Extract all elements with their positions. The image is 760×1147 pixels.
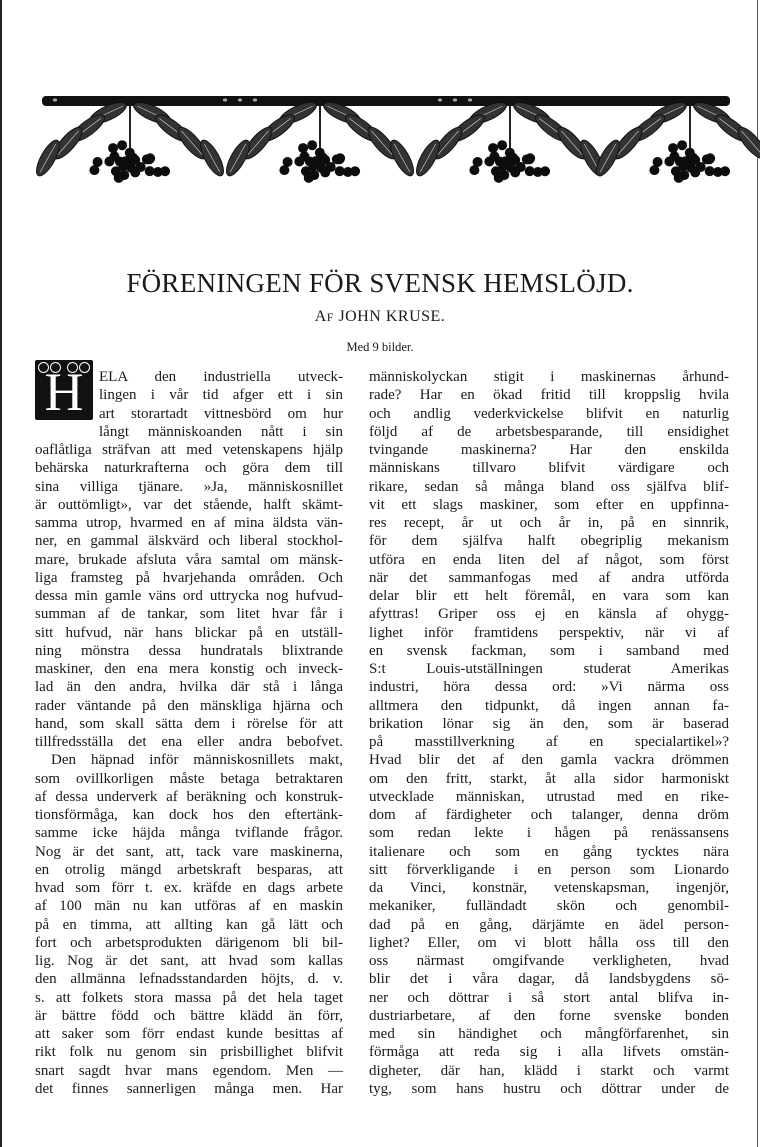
drop-cap-letter: H	[44, 362, 84, 422]
text-line: sitt hufvud, när hans blickar på en utställ-	[35, 624, 343, 641]
text-line: lighet inför framtidens perspektiv, när vi af	[369, 624, 729, 641]
article-title: FÖRENINGEN FÖR SVENSK HEMSLÖJD.	[126, 268, 634, 298]
text-line: art storartadt vittnesbörd om hur	[99, 405, 343, 422]
text-line: på en timma, att allting kan gå lätt och	[35, 916, 343, 933]
text-line: rade? Har en ökad fritid till kroppslig hvila	[369, 387, 729, 404]
text-line: lingen i vår tid afger ett i sin	[99, 387, 343, 404]
text-line: för dem själfva halft obegriplig mekanism	[369, 533, 729, 550]
berry	[671, 166, 681, 176]
berry	[316, 163, 326, 173]
star-icon: *	[437, 97, 443, 108]
text-line: S:t Louis-utställningen studerat Amerikas	[369, 661, 729, 677]
text-line: samma utrop, hvarmed en af mina äldsta vän-	[35, 515, 343, 531]
berry	[488, 143, 498, 153]
berry	[111, 166, 121, 176]
berry	[522, 154, 532, 164]
text-line: lad än den andra, hvilka där stå i långa	[35, 679, 343, 696]
text-line: da Vinci, konstnär, vetenskapsman, ingenjör,	[369, 880, 729, 896]
text-line: ner och döttrar i så stort antal blifva in-	[369, 989, 729, 1006]
berry	[108, 143, 118, 153]
berry	[283, 157, 293, 167]
text-line: samme icke häjda många tviflande frågor.	[35, 825, 343, 842]
text-line: rikare, sedan så många bland oss själfva blif-	[369, 478, 729, 495]
berry	[305, 157, 315, 167]
text-line: alltmera den tidpunkt, då ingen annan fa-	[369, 697, 729, 714]
article-byline	[0, 308, 760, 326]
text-line: Hvad blir det af den gamla vackra drömmen	[369, 752, 729, 769]
text-line: som redan lekte i hågen på renässansens	[369, 825, 729, 842]
text-line: lighet? Eller, om vi blott hålla oss till den	[369, 934, 729, 951]
text-line: följd af de arbetsbesparande, till ensidighet	[369, 423, 729, 440]
text-line: är outtömligt», var det stående, halft skämt-	[35, 496, 343, 513]
berry	[505, 148, 515, 158]
text-line: digheter, där han, klädd i starkt och varmt	[369, 1062, 729, 1079]
berry	[335, 166, 345, 176]
text-line: summan af de tankar, som litet hvar får i	[35, 606, 343, 623]
text-line: med sin händighet och mångförfarenhet, sin	[369, 1026, 729, 1042]
byline-prefix-rest: F	[326, 310, 334, 324]
text-line: afyttras! Griper oss ej en känsla af ohygg-	[369, 606, 729, 623]
text-line: italienare och som en gång tycktes nära	[369, 843, 729, 860]
berry	[93, 157, 103, 167]
text-line: är bättre född och bättre klädd än förr,	[35, 1007, 343, 1024]
text-line: och andlig vederkvickelse blifvit en naturlig	[369, 405, 729, 422]
text-line: behärska naturkrafterna och göra dem till	[35, 460, 343, 477]
text-line: sina villiga tjänare. »Ja, människosnillet	[35, 478, 343, 495]
text-line: långt människoanden nått i sin	[99, 423, 343, 440]
text-line: af 100 män nu kan utföras af en maskin	[35, 898, 343, 915]
star-icon: *	[252, 97, 258, 108]
author-name: JOHN KRUSE.	[338, 308, 446, 325]
berry	[307, 140, 317, 150]
berry	[491, 166, 501, 176]
star-icon: *	[222, 97, 228, 108]
text-line: rader väntande på den mänskliga hjärna och	[35, 697, 343, 714]
text-line: mare, brukade afsluta våra samtal om mänsk-	[35, 551, 343, 568]
text-line: ELA den industriella utveck-	[99, 369, 343, 385]
berry	[685, 148, 695, 158]
text-line: maskiner, den ena mera konstig och inveck-	[35, 661, 343, 677]
berry	[332, 154, 342, 164]
berry	[686, 163, 696, 173]
text-line: s. att folkets stora massa på det hela taget	[35, 989, 343, 1006]
text-line: oss närmast omgifvande verkligheten, hvad	[369, 953, 729, 969]
berry	[497, 140, 507, 150]
text-line: Nog är det sant, att, tack vare maskinerna,	[35, 843, 343, 860]
text-line: sitt förverkligande i en person som Lionardo	[369, 861, 729, 878]
text-line: en svensk fackman, som i samband med	[369, 642, 729, 659]
text-line: snart sagdt hvar mans egendom. Men —	[35, 1062, 343, 1079]
berry	[115, 157, 125, 167]
text-line: vit ett slags maskiner, som efter en uppfinna-	[369, 496, 729, 513]
text-line: den allmänna lefnadsstandarden höjts, d. v.	[35, 971, 343, 988]
byline-prefix-initial: A	[314, 308, 327, 325]
text-line: mekaniker, fulländadt skön och genombil-	[369, 898, 729, 915]
text-line: hand, som skall sätta dem i rörelse för att	[35, 715, 343, 732]
star-icon: *	[237, 97, 243, 108]
text-line: res recept, år ut och år in, på en sinnrik,	[369, 515, 729, 531]
text-line: om den fritt, starkt, åt alla sidor harmoniskt	[369, 770, 729, 787]
text-line: en otrolig mängd arbetskraft besparas, att	[35, 861, 343, 878]
text-line: tionsförmåga, kan dock hos den eftertänk-	[35, 807, 343, 823]
text-line: dom af färdigheter och talanger, denna dröm	[369, 807, 729, 823]
text-line: brikation lönar sig än den, som är baserad	[369, 715, 729, 732]
text-line: af dessa underverk af beräkning och konstruk-	[35, 788, 343, 805]
text-line: lig. Nog är det sant, att hvad som kallas	[35, 953, 343, 969]
berry	[315, 148, 325, 158]
text-line: det finnes sannerligen många men. Har	[35, 1080, 343, 1097]
text-line: utföra en enda liten del af något, som först	[369, 551, 729, 568]
berry	[473, 157, 483, 167]
text-line: som ovillkorligen måste betaga betraktaren	[35, 770, 343, 787]
text-line: ner, en gammal älskvärd och liberal stockhol-	[35, 533, 343, 550]
text-column-right	[369, 368, 729, 1098]
text-line: delar blir ett helt föremål, en vara som kan	[369, 588, 729, 604]
star-icon: *	[467, 97, 473, 108]
berry	[142, 154, 152, 164]
text-line: oaflåtliga sträfvan att med vetenskapens hjälp	[35, 442, 343, 458]
berry	[653, 157, 663, 167]
text-line: på masstillverkning af en specialartikel»?	[369, 734, 729, 750]
text-line: att saker som förr endast kunde besittas af	[35, 1026, 343, 1042]
berry	[675, 157, 685, 167]
text-line: dessa min gamle väns ord uttrycka nog hufvud-	[35, 588, 343, 604]
star-icon: *	[452, 97, 458, 108]
berry	[495, 157, 505, 167]
berry	[117, 140, 127, 150]
text-line: industri, höra dessa ord: »Vi närma oss	[369, 679, 729, 696]
berry	[677, 140, 687, 150]
text-line: liga framsteg på hvarjehanda områden. Och	[35, 569, 343, 586]
berry	[125, 148, 135, 158]
berry	[298, 143, 308, 153]
text-line: Den häpnad inför människosnillets makt,	[51, 752, 343, 769]
text-line: utvecklade människan, utrustad med en rike-	[369, 788, 729, 805]
berry	[525, 166, 535, 176]
text-line: människans tillvaro blifvit värdigare och	[369, 460, 729, 477]
berry	[702, 154, 712, 164]
text-line: tvingande maskinerna? Har den enskilda	[369, 442, 729, 458]
text-line: blir det i våra dagar, då landsbygdens sö-	[369, 971, 729, 988]
berry	[506, 163, 516, 173]
text-line: förmåga att reda sig i alla lifvets omstän-	[369, 1044, 729, 1061]
berry	[145, 166, 155, 176]
text-line: rikt folk nu genom sin prisbillighet blifvit	[35, 1044, 343, 1061]
rowan-berry-header-ornament	[0, 88, 760, 208]
text-column-left	[35, 368, 343, 1098]
text-line: tillfredsställa det ena eller andra bebofvet.	[35, 734, 343, 750]
text-line: fort och arbetsprodukten därigenom bli bil-	[35, 934, 343, 951]
text-line: tyg, som hans hustru och döttrar under de	[369, 1080, 729, 1097]
berry	[705, 166, 715, 176]
berry	[126, 163, 136, 173]
text-line: människolyckan stigit i maskinernas århund-	[369, 369, 729, 385]
images-note: Med 9 bilder.	[346, 340, 414, 354]
text-line: ning mönstra dessa hundratals blixtrande	[35, 642, 343, 659]
star-icon: *	[52, 97, 58, 108]
berry	[668, 143, 678, 153]
text-line: dad på en gång, därjämte en ädel person-	[369, 916, 729, 933]
berry	[301, 166, 311, 176]
text-line: hvad som förr t. ex. kräfde en dags arbete	[35, 880, 343, 896]
text-line: när det sammanfogas med af andra utförda	[369, 569, 729, 586]
leaf	[734, 123, 760, 162]
text-line: dustriarbetare, af den forne svenske bonden	[369, 1007, 729, 1024]
